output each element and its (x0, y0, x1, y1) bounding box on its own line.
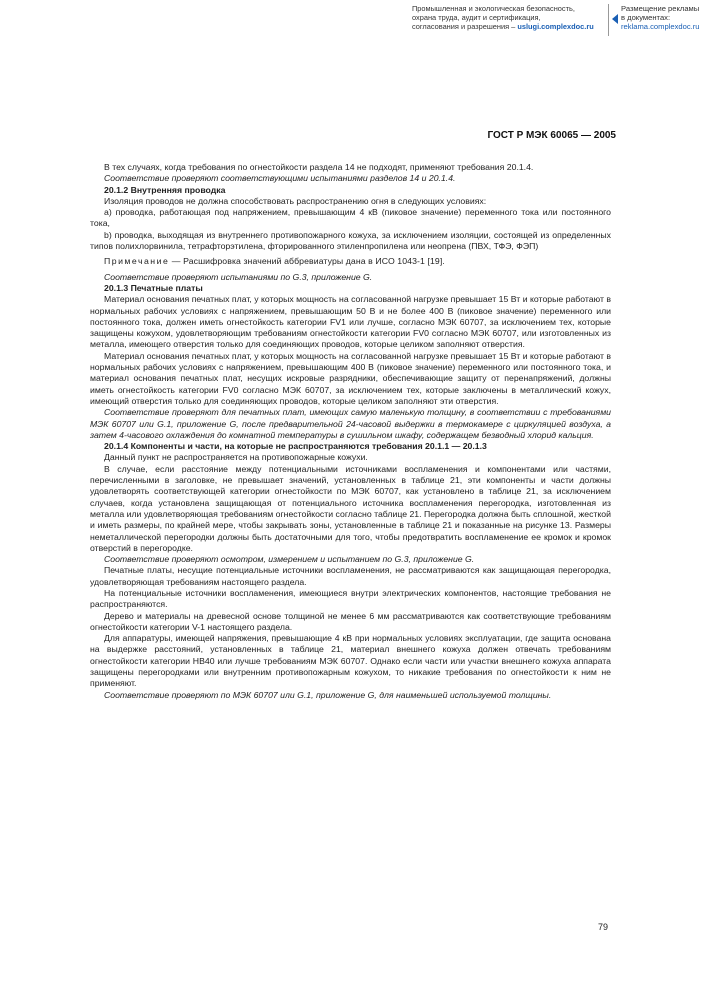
services-link[interactable]: uslugi.complexdoc.ru (517, 22, 594, 31)
paragraph: а) проводка, работающая под напряжением, превышающим 4 кВ (пиковое значение) переменного тока или постоянного тока, (90, 207, 611, 229)
document-body (90, 162, 611, 701)
paragraph: Печатные платы, несущие потенциальные источники воспламенения, не рассматриваются как защищающая перегородка, удовлетворяющая требованиям настоящего раздела. (90, 565, 611, 587)
paragraph: В тех случаях, когда требования по огнестойкости раздела 14 не подходят, применяют требования 20.1.4. (104, 162, 534, 172)
paragraph: Материал основания печатных плат, у которых мощность на согласованной нагрузке превышает 15 Вт и которые работают в нормальных рабочих условиях с напряжением, превышающим 400 В (пиковое значение) переменного или постоянного тока, и материал основания печатных плат, несущих искровые разрядники, обеспечивающие защиту от перенапряжений, должны иметь огнестойкость категории FV0 согласно МЭК 60707, за исключением тех, которые заключены в металлический кожух, имеющий отверстия только для соединяющих проводов, которые целиком заполняют эти отверстия. (90, 350, 611, 406)
compliance-paragraph: Соответствие проверяют соответствующими испытаниями разделов 14 и 20.1.4. (104, 173, 456, 184)
paragraph: b) проводка, выходящая из внутреннего противопожарного кожуха, за исключением изоляции, состоящей из определенных типов полихлорвинила, тетрафторэтилена, фторированного этиленпропилена или неопрена (ПВХ, ТФЭ, ФЭП) (90, 229, 611, 252)
compliance-paragraph: Соответствие проверяют осмотром, измерением и испытанием по G.3, приложение G. (104, 554, 475, 565)
header-services-block (412, 4, 612, 31)
header-ads-line: в документах: (621, 13, 671, 22)
compliance-paragraph: Соответствие проверяют для печатных плат, имеющих самую маленькую толщину, в соответствии с требованиями МЭК 60707 или G.1, приложение G, после предварительной 24-часовой выдержки в термокамере с циркуляцией воздуха, а затем 4-часового охлаждения до комнатной температуры в сушильном шкафу, содержащем безводный хлорид кальция. (90, 407, 611, 440)
note (90, 256, 611, 267)
ads-link[interactable]: reklama.complexdoc.ru (621, 22, 700, 31)
paragraph: Материал основания печатных плат, у которых мощность на согласованной нагрузке превышает 15 Вт и которые работают в нормальных рабочих условиях с напряжением, превышающим 50 В и не более 400 В (пиковое значение) переменного или постоянного тока, должен иметь огнестойкость категории FV1 или лучше, согласно МЭК 60707, за исключением тех, которые защищены кожухом, удовлетворяющим требованиям огнестойкости категории FV0 согласно МЭК 60707, или изготовленных из металла, имеющего отверстия только для соединяющих проводов, которые целиком заполняют отверстия. (90, 294, 611, 350)
section-heading: 20.1.3 Печатные платы (104, 282, 203, 293)
paragraph: Данный пункт не распространяется на противопожарные кожухи. (104, 452, 368, 463)
section-heading: 20.1.2 Внутренняя проводка (104, 184, 226, 195)
header-ads-line: Размещение рекламы (621, 4, 700, 13)
arrow-left-icon (612, 14, 618, 24)
paragraph: Дерево и материалы на древесной основе толщиной не менее 6 мм рассматриваются как соответствующие требованиям огнестойкости категории V-1 настоящего раздела. (90, 610, 611, 632)
paragraph: Для аппаратуры, имеющей напряжения, превышающие 4 кВ при нормальных условиях эксплуатации, где защита основана на выдержке расстояний, установленных в таблице 21, материал внешнего кожуха должен отвечать требованиям огнестойкости категории HB40 или лучше требованиям МЭК 60707. Однако если части или участки внешнего кожуха аппарата защищены перегородками или внутренним противопожарным кожухом, то никакие требования по огнестойкости к ним не применяют. (90, 633, 611, 689)
header-services-text: согласования и разрешения – (412, 22, 516, 31)
document-code: ГОСТ Р МЭК 60065 — 2005 (487, 130, 616, 141)
header-divider (608, 4, 609, 36)
header-services-line: Промышленная и экологическая безопасность, (412, 4, 575, 13)
paragraph: В случае, если расстояние между потенциальными источниками воспламенения и компонентами или частями, перечисленными в заголовке, не превышает значений, установленных в таблице 21, эти компоненты и части должны удовлетворять соответствующей категории огнестойкости по МЭК 60707, как установлено в таблице 21, за исключением случаев, когда установлена защищающая от потенциального источника воспламенения перегородка, изготовленная из металла или удовлетворяющая требованиям огнестойкости согласно таблице 21. Перегородка должна быть сплошной, жесткой и иметь размеры, по крайней мере, чтобы закрывать зоны, установленные в таблице 21 и показанные на рисунке 13. Размеры неметаллической перегородки должны быть достаточными для того, чтобы предотвратить воспламенение ее кромок и кромок отверстий в перегородке. (90, 463, 611, 553)
note-text: — Расшифровка значений аббревиатуры дана в ИСО 1043-1 [19]. (169, 256, 445, 267)
header-services-line (412, 22, 612, 31)
paragraph: На потенциальные источники воспламенения, имеющиеся внутри электрических компонентов, настоящие требования не распространяются. (90, 587, 611, 610)
header-services-line: охрана труда, аудит и сертификация, (412, 13, 541, 22)
paragraph: Изоляция проводов не должна способствовать распространению огня в следующих условиях: (104, 195, 487, 206)
compliance-paragraph: Соответствие проверяют испытаниями по G.3, приложение G. (104, 271, 373, 282)
header-ads-block (621, 4, 709, 31)
note-label: Примечание (104, 256, 170, 267)
compliance-paragraph: Соответствие проверяют по МЭК 60707 или G.1, приложение G, для наименьшей используемой толщины. (104, 689, 552, 700)
section-heading: 20.1.4 Компоненты и части, на которые не распространяются требования 20.1.1 — 20.1.3 (104, 441, 487, 452)
page-number: 79 (597, 922, 608, 932)
